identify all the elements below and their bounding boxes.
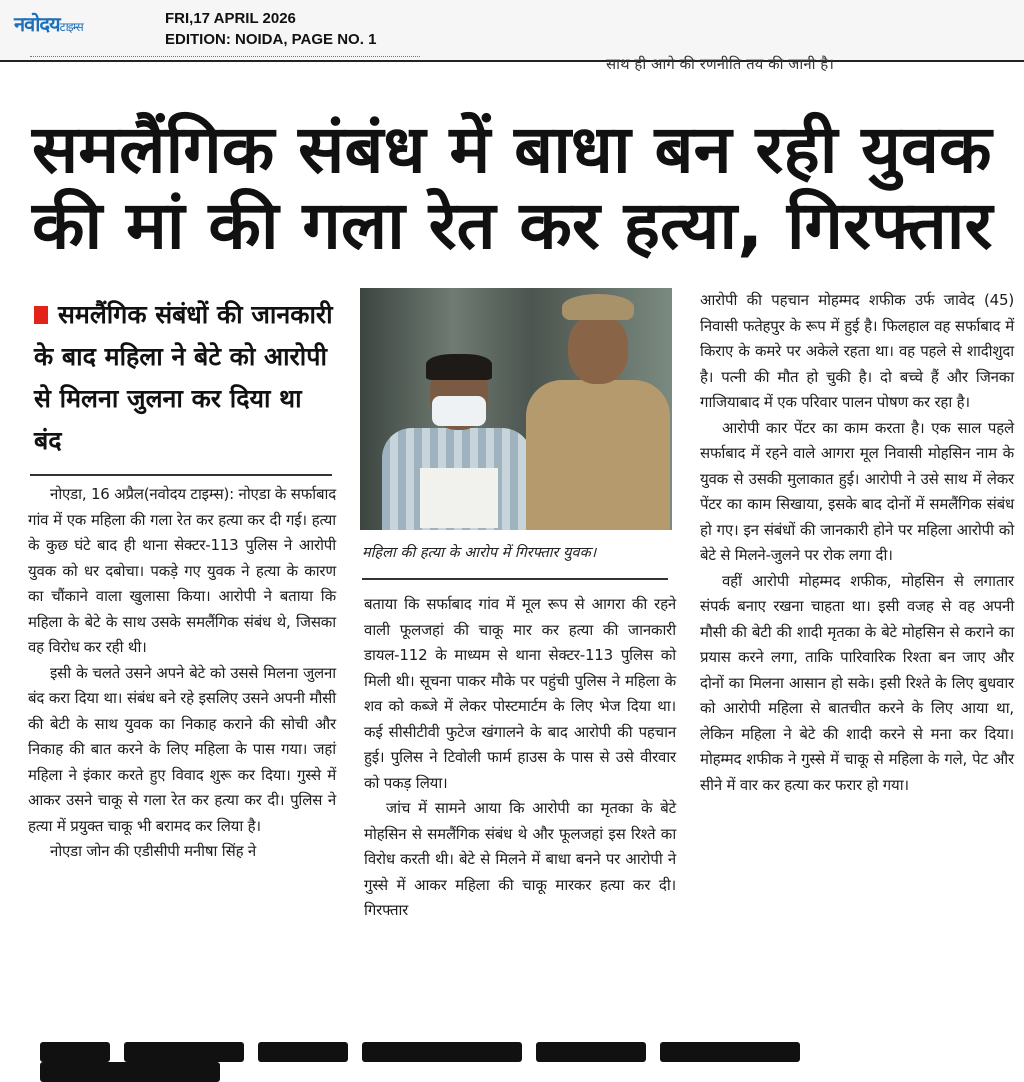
paragraph: आरोपी की पहचान मोहम्मद शफीक उर्फ जावेद (45) निवासी फतेहपुर के रूप में हुई है। फिलहाल वह सर्फाबाद में किराए के कमरे पर अकेले रहता था। वह पहले से शादीशुदा है। पत्नी की मौत हो चुकी है। दो बच्चे हैं और जिनका गाजियाबाद में एक परिवार पालन पोषण कर रहा है। <box>700 291 1014 411</box>
article-column-middle <box>364 592 676 924</box>
article-photo <box>360 288 672 530</box>
article-column-right <box>700 288 1014 798</box>
headline-line-1: समलैंगिक संबंध में बाधा बन रही युवक <box>32 111 992 188</box>
subheadline <box>34 294 334 462</box>
paragraph: आरोपी कार पेंटर का काम करता है। एक साल पहले सर्फाबाद में रहने वाले आगरा मूल निवासी मोहसिन नाम के युवक से उसकी मुलाकात हुई। आरोपी ने उसे साथ में लेकर पेंटर का काम सिखाया, इसके बाद दोनों में समलैंगिक संबंध हो गए। इन संबंधों की जानकारी होने पर महिला आरोपी को बेटे से मिलने-जुलने पर रोक लगा दी। <box>700 418 1014 564</box>
paragraph: जांच में सामने आया कि आरोपी का मृतका के बेटे मोहसिन से समलैंगिक संबंध थे और फूलजहां इस रिश्ते का विरोध करती थी। बेटे से मिलने में बाधा बनने पर आरोपी ने गुस्से में आकर महिला की चाकू मारकर हत्या कर दी। गिरफ्तार <box>364 799 676 919</box>
logo-main-text: नवोदय <box>14 12 60 36</box>
subheadline-text: समलैंगिक संबंधों की जानकारी के बाद महिला ने बेटे को आरोपी से मिलना जुलना कर दिया था बंद <box>34 300 333 455</box>
edition-meta <box>165 8 376 50</box>
paragraph: नोएडा, 16 अप्रैल(नवोदय टाइम्स): नोएडा के सर्फाबाद गांव में एक महिला की गला रेत कर हत्या कर दी गई। हत्या के कुछ घंटे बाद ही थाना सेक्टर-113 पुलिस ने आरोपी युवक को धर दबोचा। पकड़े गए युवक ने हत्या के कारण का चौंकाने वाला खुलासा किया। आरोपी ने बताया कि महिला के बेटे के साथ उसके समलैंगिक संबंध थे, जिसका वह विरोध कर रही थी। <box>28 485 336 656</box>
paragraph: बताया कि सर्फाबाद गांव में मूल रूप से आगरा की रहने वाली फूलजहां की चाकू मार कर हत्या की जानकारी डायल-112 के माध्यम से थाना सेक्टर-113 पुलिस को मिली थी। सूचना पाकर मौके पर पहुंची पुलिस ने महिला के शव को कब्जे में लेकर पोस्टमार्टम के लिए भेज दिया था। कई सीसीटीवी फुटेज खंगालने के बाद आरोपी की पहचान हुई। पुलिस ने टिवोली फार्म हाउस के पास से उसे वीरवार को पकड़ लिया। <box>364 595 676 792</box>
photo-caption: महिला की हत्या के आरोप में गिरफ्तार युवक। <box>362 545 597 561</box>
caption-divider <box>362 578 668 580</box>
edition-date: FRI,17 APRIL 2026 <box>165 10 296 27</box>
subheadline-divider <box>30 474 332 476</box>
article-column-left <box>28 482 336 865</box>
headline-line-2: की मां की गला रेत कर हत्या, गिरफ्तार <box>32 187 993 264</box>
newspaper-logo <box>14 10 83 37</box>
next-headline-cut-off <box>40 1042 1000 1062</box>
logo-sub-text: टाइम्स <box>59 20 83 34</box>
previous-article-snippet: साथ ही आगे की रणनीति तय की जानी है। <box>606 55 834 73</box>
paragraph: इसी के चलते उसने अपने बेटे को उससे मिलना जुलना बंद करा दिया था। संबंध बने रहे इसलिए उसने अपनी मौसी की बेटी के साथ युवक का निकाह कराने की सोची और निकाह की बात करने के लिए महिला के पास गया। जहां महिला ने इंकार करते हुए विवाद शुरू कर दिया। गुस्से में आकर उसने चाकू से गला रेत कर हत्या कर दी। पुलिस ने हत्या में प्रयुक्त चाकू भी बरामद कर लिया है। <box>28 663 336 835</box>
red-square-bullet-icon <box>34 306 48 324</box>
edition-page: EDITION: NOIDA, PAGE NO. 1 <box>165 31 377 48</box>
paragraph: वहीं आरोपी मोहम्मद शफीक, मोहसिन से लगातार संपर्क बनाए रखना चाहता था। इसी वजह से वह अपनी मौसी की बेटी की शादी मृतका के बेटे मोहसिन से कराने का प्रयास करने लगा, ताकि पारिवारिक रिश्ता बन जाए और दोनों का मिलना आसान हो सके। इसी रिश्ते के लिए बुधवार को आरोपी महिला से बातचीत करने के लिए आया था, लेकिन महिला ने बेटे की शादी करने से मना कर दिया। मोहम्मद शफीक ने गुस्से में चाकू से महिला के गले, पेट और सीने में वार कर हत्या कर फरार हो गया। <box>700 571 1014 794</box>
accused-figure <box>382 358 532 530</box>
paragraph: नोएडा जोन की एडीसीपी मनीषा सिंह ने <box>50 842 257 860</box>
police-officer-figure <box>520 288 670 530</box>
previous-article-cut-text <box>30 56 420 61</box>
edition-header <box>0 0 1024 62</box>
